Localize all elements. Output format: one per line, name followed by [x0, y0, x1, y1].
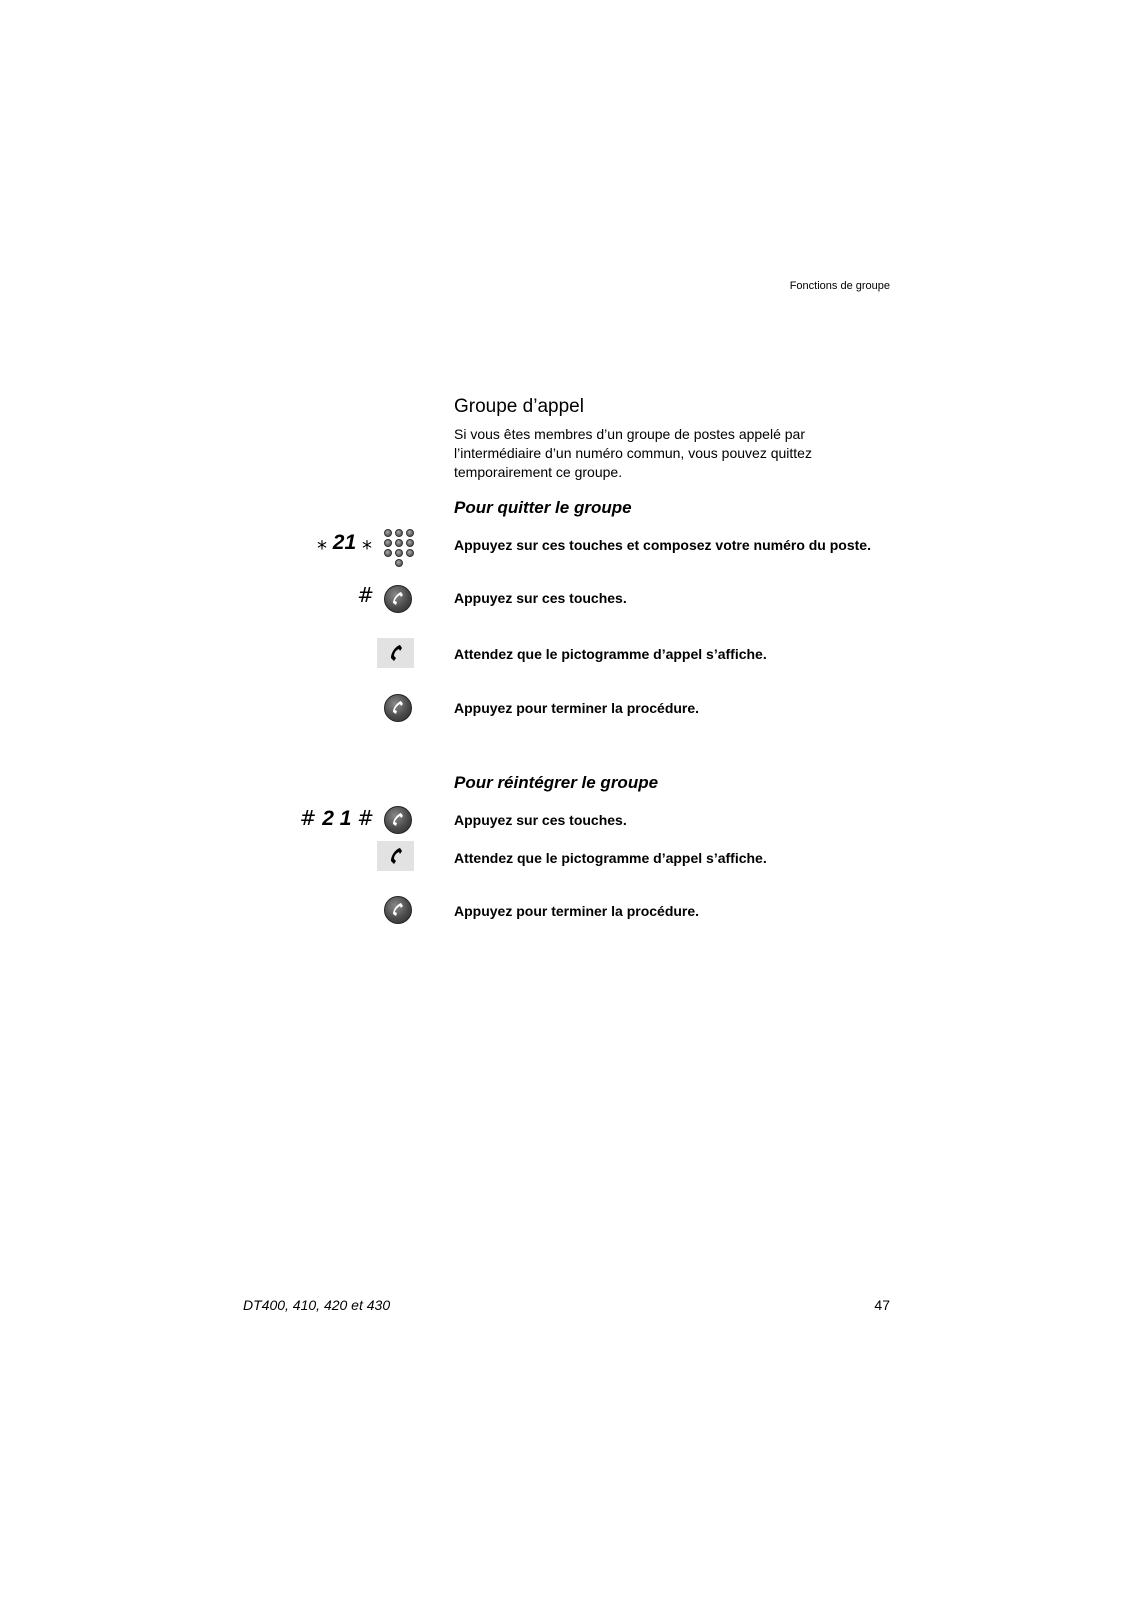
key-digits: 21	[332, 531, 357, 554]
hash-key-icon: #	[299, 806, 317, 830]
quit-heading: Pour quitter le groupe	[454, 498, 632, 517]
intro-paragraph: Si vous êtes membres d’un groupe de postes appelé par l’intermédiaire d’un numéro commun, vous pouvez quittez temporairement ce groupe.	[454, 426, 812, 480]
keypad-icon	[384, 529, 416, 571]
key-sequence-star21star	[300, 530, 372, 555]
phone-pictogram-icon	[377, 841, 414, 871]
phone-button-icon	[384, 896, 412, 924]
quit-step-2: Appuyez sur ces touches.	[454, 590, 627, 606]
phone-button-icon	[384, 585, 412, 613]
rejoin-heading: Pour réintégrer le groupe	[454, 773, 659, 792]
phone-pictogram-icon	[377, 638, 414, 668]
key-sequence-hash21hash	[296, 806, 374, 831]
phone-button-icon	[384, 694, 412, 722]
key-digits: 2 1	[322, 807, 352, 830]
page-number: 47	[874, 1297, 890, 1313]
hash-key-icon: #	[357, 583, 374, 607]
rejoin-step-2: Attendez que le pictogramme d’appel s’affiche.	[454, 850, 767, 866]
quit-step-4: Appuyez pour terminer la procédure.	[454, 700, 700, 716]
quit-step-3: Attendez que le pictogramme d’appel s’affiche.	[454, 646, 767, 662]
rejoin-step-3: Appuyez pour terminer la procédure.	[454, 903, 700, 919]
phone-button-icon	[384, 806, 412, 834]
hash-key-icon: #	[357, 806, 374, 830]
rejoin-step-1: Appuyez sur ces touches.	[454, 812, 627, 828]
star-key-icon: ⁎	[316, 530, 327, 554]
running-header: Fonctions de groupe	[789, 280, 890, 292]
quit-step-1: Appuyez sur ces touches et composez votre numéro du poste.	[454, 537, 871, 553]
footer-model: DT400, 410, 420 et 430	[243, 1297, 391, 1313]
star-key-icon: ⁎	[362, 530, 372, 554]
section-title: Groupe d’appel	[454, 396, 584, 417]
